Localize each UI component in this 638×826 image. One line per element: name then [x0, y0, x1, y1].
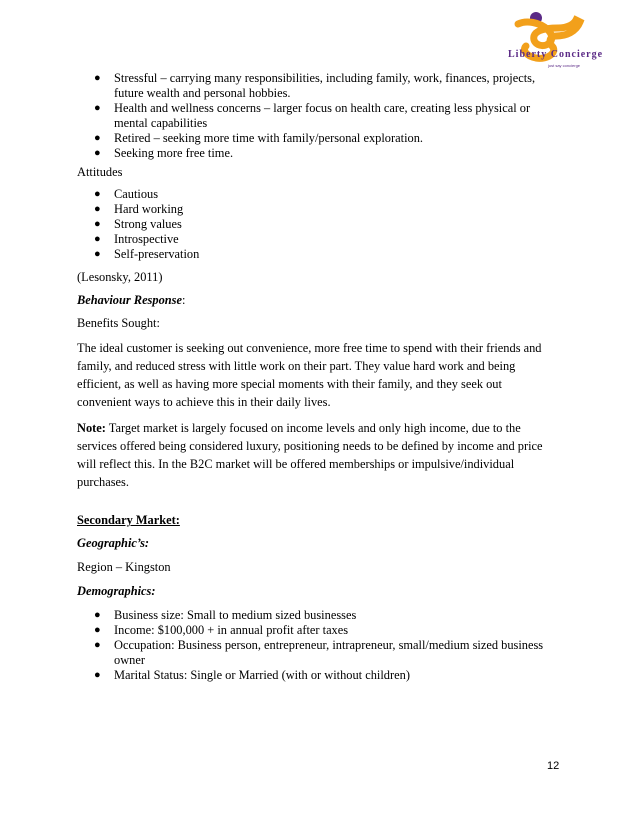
logo-tagline: just say concierge [548, 63, 581, 68]
list-item: ● Cautious [94, 187, 159, 201]
list-item: ● Strong values [94, 217, 182, 231]
behaviour-paragraph: The ideal customer is seeking out convenience, more free time to spend with their friends and family, and reduced stress with little work on their part. They value hard work and being efficient, as well as having more special moments with their family, and they seek out convenient ways to achieve this in their daily lives. [77, 341, 542, 409]
list-item: ● Health and wellness concerns – larger focus on health care, creating less physical or mental capabilities [94, 101, 531, 130]
bullet-icon: ● [94, 624, 101, 636]
bullet-icon: ● [94, 188, 101, 200]
geographics-heading: Geographic’s: [77, 536, 150, 550]
bullet-icon: ● [94, 147, 101, 159]
bullet-icon: ● [94, 132, 101, 144]
bullet-icon: ● [94, 72, 101, 84]
demographics-heading: Demographics: [77, 584, 156, 598]
bullet-icon: ● [94, 102, 101, 114]
note-paragraph: Note: Target market is largely focused on income levels and only high income, due to the services offered being considered luxury, positioning needs to be defined by income and price will reflect this. In the B2C market will be offered memberships or impulsive/individual purchases. [77, 421, 543, 489]
attitudes-heading: Attitudes [77, 165, 123, 179]
attitudes-list [77, 187, 557, 262]
logo-text: Liberty Concierge [508, 49, 604, 60]
bullet-icon: ● [94, 639, 101, 651]
list-item: ● Occupation: Business person, entrepreneur, intrapreneur, small/medium sized business owner [94, 638, 544, 667]
bullet-icon: ● [94, 203, 101, 215]
list-item: ● Marital Status: Single or Married (with or without children) [94, 668, 410, 682]
document-body [77, 71, 557, 683]
liberty-concierge-logo [496, 8, 618, 72]
list-item: ● Business size: Small to medium sized businesses [94, 608, 357, 622]
region-text: Region – Kingston [77, 560, 171, 574]
note-label: Note: [77, 421, 106, 435]
list-item: ● Introspective [94, 232, 179, 246]
list-item: ● Retired – seeking more time with family/personal exploration. [94, 131, 423, 145]
behaviour-heading: Behaviour Response [77, 293, 182, 307]
bullet-icon: ● [94, 248, 101, 260]
bullet-icon: ● [94, 233, 101, 245]
list-item: ● Self-preservation [94, 247, 200, 261]
list-item: ● Income: $100,000 + in annual profit after taxes [94, 623, 349, 637]
behaviour-heading-line: Behaviour Response: [77, 293, 186, 307]
list-item: ● Hard working [94, 202, 184, 216]
lifestyle-list [77, 71, 557, 161]
demographics-list [77, 608, 557, 683]
bullet-icon: ● [94, 218, 101, 230]
citation: (Lesonsky, 2011) [77, 270, 163, 284]
page-number: 12 [547, 760, 560, 772]
secondary-market-heading: Secondary Market: [77, 513, 180, 527]
list-item: ● Stressful – carrying many responsibilities, including family, work, finances, projects, future wealth and personal hobbies. [94, 71, 536, 100]
bullet-icon: ● [94, 609, 101, 621]
list-item: ● Seeking more free time. [94, 146, 234, 160]
bullet-icon: ● [94, 669, 101, 681]
benefits-label: Benefits Sought: [77, 316, 160, 330]
